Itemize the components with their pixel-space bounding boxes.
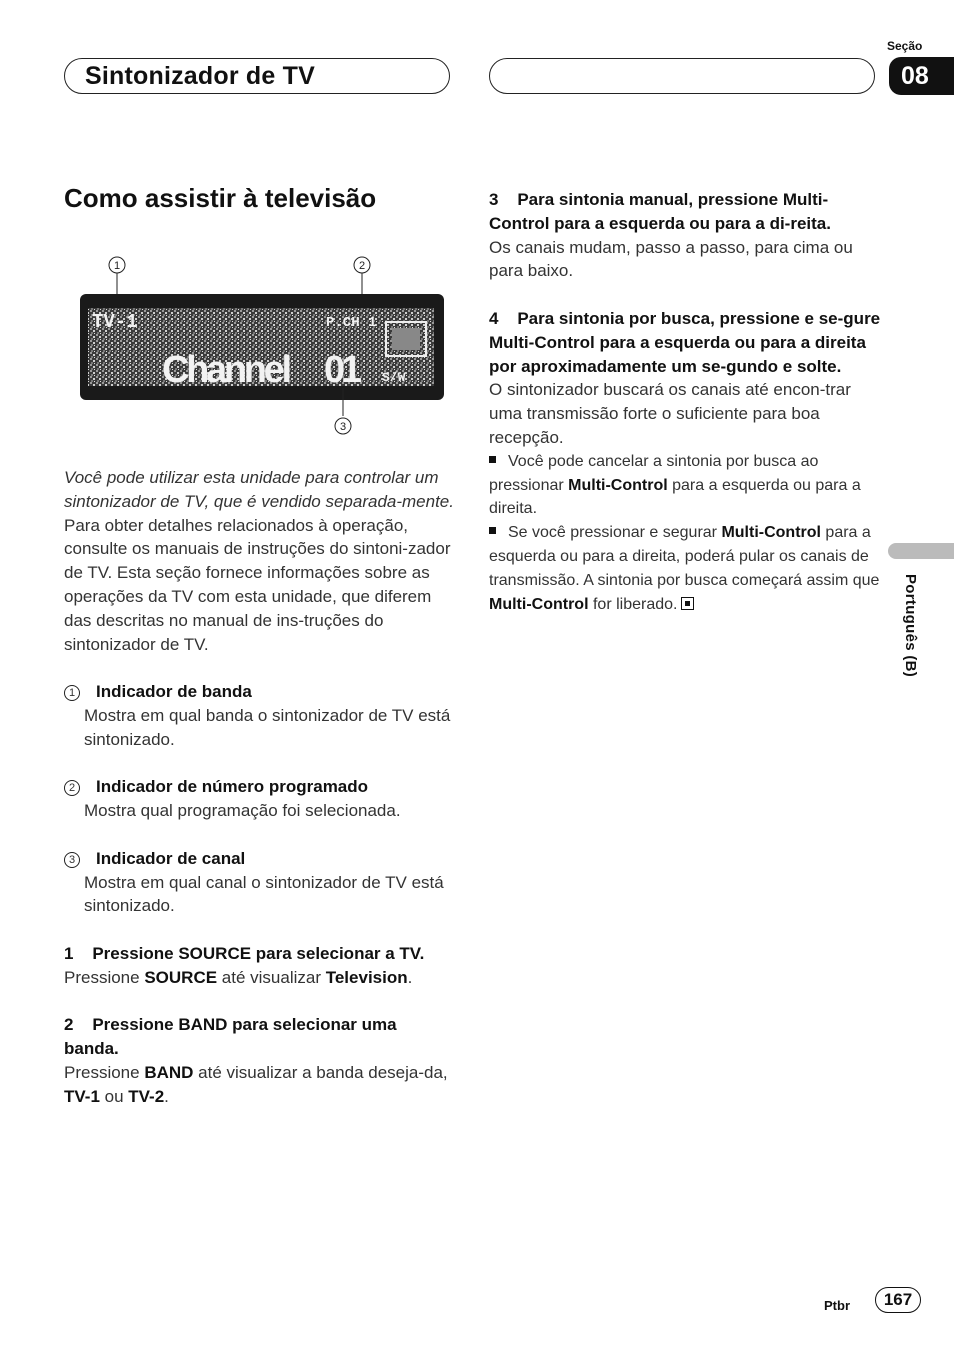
page-heading: Como assistir à televisão [64, 183, 377, 213]
left-column [64, 466, 454, 1109]
callout-2-label: 2 [358, 260, 366, 272]
item-1-desc: Mostra em qual banda o sintonizador de TV está sintonizado. [84, 705, 451, 749]
end-mark-icon [681, 597, 694, 610]
step-4-body: O sintonizador buscará os canais até encon-trar uma transmissão forte o suficiente para boa recepção. [489, 380, 851, 447]
step-2-body: Pressione BAND até visualizar a banda deseja-da, TV-1 ou TV-2. [64, 1062, 448, 1106]
step-3-heading: 3 Para sintonia manual, pressione Multi-Control para a esquerda ou para a di-reita. [489, 190, 831, 233]
step-2-heading: 2 Pressione BAND para selecionar uma banda. [64, 1015, 402, 1059]
section-pill-empty [489, 58, 875, 94]
item-1-title-text: Indicador de banda [96, 682, 252, 702]
item-1-title [64, 680, 454, 704]
note-1: Você pode cancelar a sintonia por busca ao pressionar Multi-Control para a esquerda ou para a direita. [489, 452, 861, 518]
page-number: 167 [875, 1287, 921, 1313]
display-sw: S/W [382, 370, 406, 385]
item-3-number: 3 [64, 852, 80, 868]
side-tab-marker [888, 543, 954, 559]
step-3-body: Os canais mudam, passo a passo, para cima ou para baixo. [489, 237, 853, 281]
item-2-number: 2 [64, 780, 80, 796]
footer-lang-code: Ptbr [824, 1298, 850, 1313]
secao-label: Seção [887, 39, 923, 53]
display-icon-inner [392, 328, 420, 350]
callout-3-label: 3 [339, 421, 347, 433]
step-1-heading: 1 Pressione SOURCE para selecionar a TV. [64, 943, 425, 963]
tv-display-figure [78, 250, 448, 440]
intro-body: Para obter detalhes relacionados à operação, consulte os manuais de instruções do sintoni-zador de TV. Esta seção fornece informações sobre as operações da TV com esta unidade, que diferem das descritas no manual de ins-truções do sintonizador de TV. [64, 515, 451, 654]
section-title: Sintonizador de TV [85, 62, 315, 90]
step-1-body: Pressione SOURCE até visualizar Television. [64, 967, 413, 987]
display-band: TV-1 [92, 311, 138, 333]
item-1-number: 1 [64, 685, 80, 701]
step-4-heading: 4 Para sintonia por busca, pressione e se-gure Multi-Control para a esquerda ou para a direita por aproximadamente um se-gundo e solte. [489, 308, 885, 376]
intro-italic: Você pode utilizar esta unidade para controlar um sintonizador de TV, que é vendido separada-mente. [64, 468, 454, 511]
item-3-title [64, 847, 454, 871]
note-2: Se você pressionar e segurar Multi-Control para a esquerda ou para a direita, poderá pular os canais de transmissão. A sintonia por busca começará assim que Multi-Control for liberado. [489, 524, 880, 613]
item-2-title-text: Indicador de número programado [96, 777, 369, 797]
item-2-title [64, 775, 454, 799]
display-pch: P.CH 1 [326, 315, 377, 331]
section-title-pill [64, 58, 450, 94]
item-3-title-text: Indicador de canal [96, 848, 246, 868]
bullet-square-icon [489, 456, 496, 463]
side-language-label: Português (B) [902, 574, 919, 678]
section-number-badge: 08 [889, 57, 954, 95]
callout-1-label: 1 [113, 260, 121, 272]
bullet-square-icon [489, 527, 496, 534]
item-2-desc: Mostra qual programação foi selecionada. [84, 801, 401, 821]
item-3-desc: Mostra em qual canal o sintonizador de TV está sintonizado. [84, 872, 444, 916]
right-column [489, 188, 885, 616]
display-channel: 01 [324, 349, 362, 391]
display-main: Channel [162, 349, 292, 391]
